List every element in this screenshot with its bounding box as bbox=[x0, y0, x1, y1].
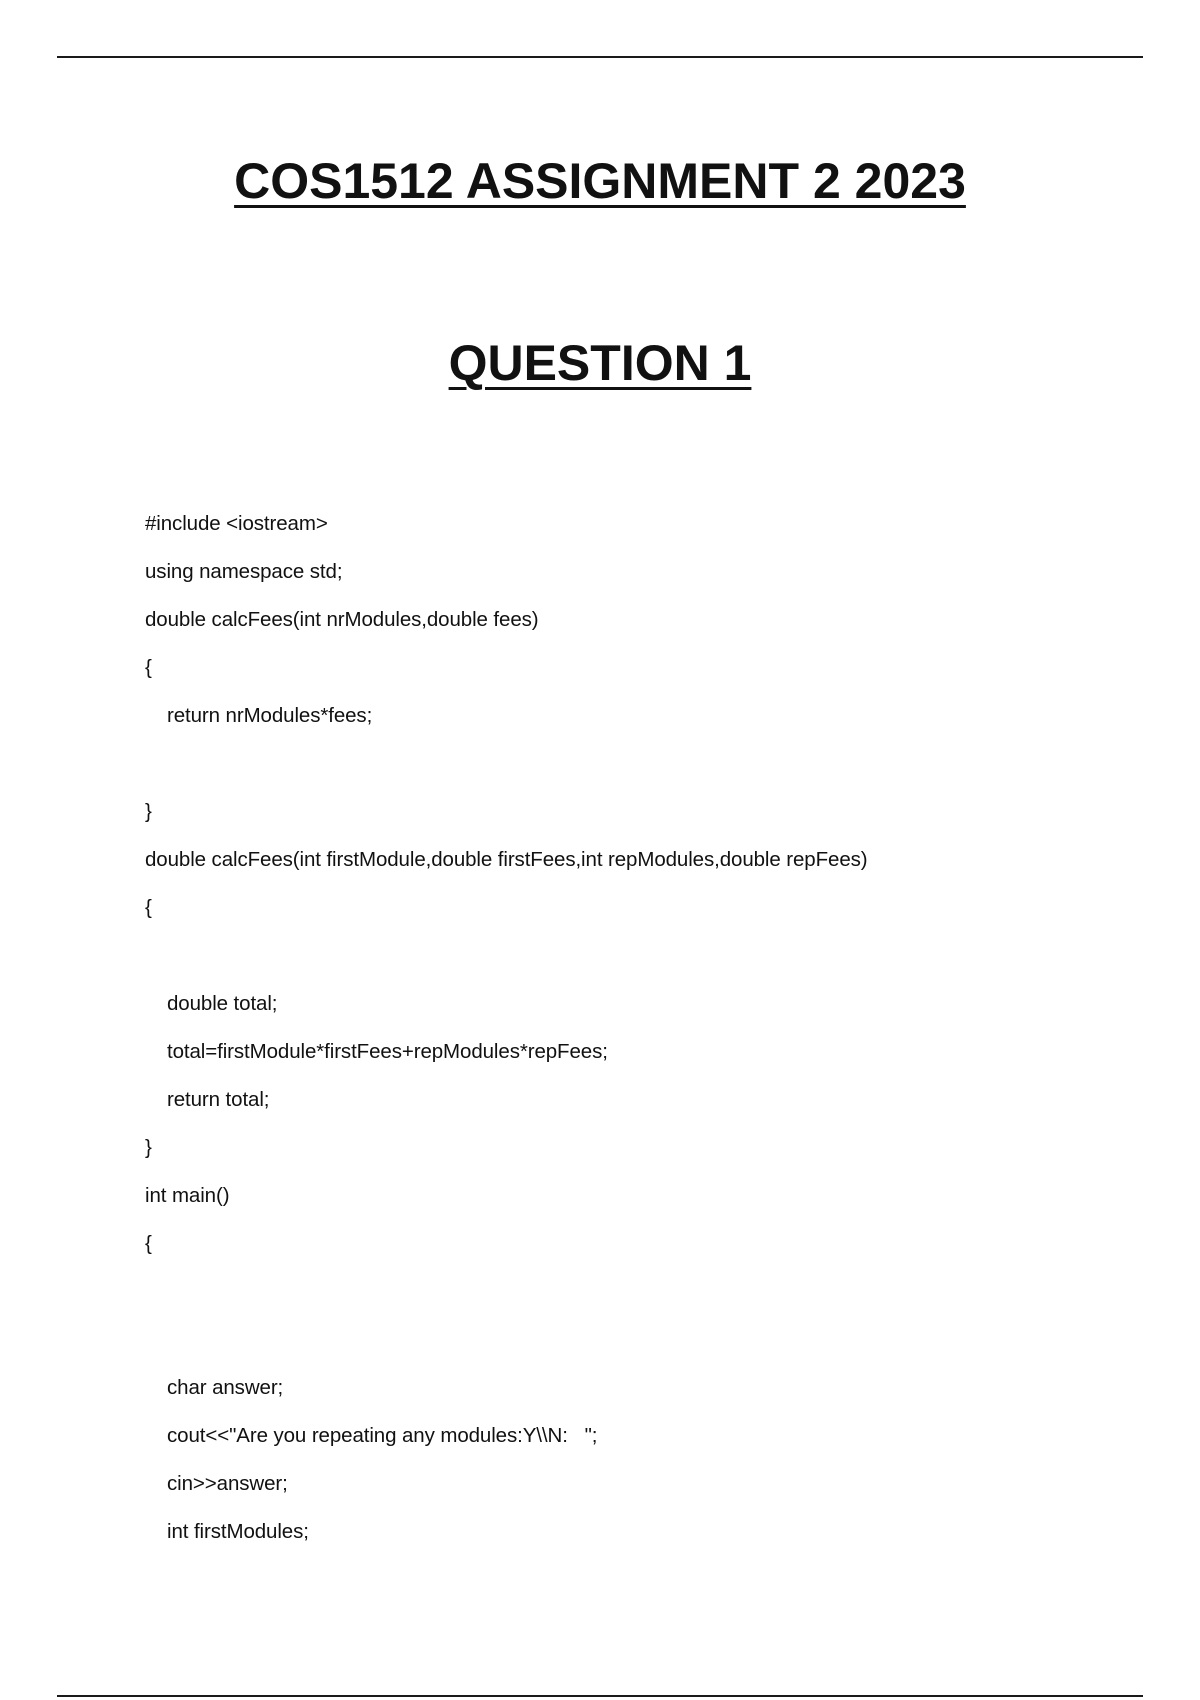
code-line: double calcFees(int nrModules,double fees) bbox=[145, 608, 539, 631]
document-title: COS1512 ASSIGNMENT 2 2023 bbox=[234, 153, 966, 209]
code-line: return total; bbox=[167, 1088, 270, 1111]
header-rule bbox=[57, 56, 1143, 58]
code-line: return nrModules*fees; bbox=[167, 704, 373, 727]
code-line: } bbox=[145, 800, 152, 823]
code-line bbox=[145, 748, 1145, 796]
footer-rule bbox=[57, 1695, 1143, 1697]
code-line: cout<<"Are you repeating any modules:Y\\N: "; bbox=[167, 1424, 598, 1447]
code-line: char answer; bbox=[167, 1376, 284, 1399]
code-line: } bbox=[145, 1136, 152, 1159]
code-line: int firstModules; bbox=[167, 1520, 309, 1543]
code-line: double total; bbox=[167, 992, 278, 1015]
code-line: { bbox=[145, 656, 152, 679]
code-line bbox=[145, 1324, 1145, 1372]
code-line: double calcFees(int firstModule,double firstFees,int repModules,double repFees) bbox=[145, 848, 868, 871]
code-line: total=firstModule*firstFees+repModules*repFees; bbox=[167, 1040, 608, 1063]
code-listing bbox=[145, 508, 1145, 1564]
code-line: using namespace std; bbox=[145, 560, 343, 583]
code-line bbox=[145, 940, 1145, 988]
code-line: #include <iostream> bbox=[145, 512, 328, 535]
code-line: { bbox=[145, 1232, 152, 1255]
code-line bbox=[145, 1276, 1145, 1324]
code-line: int main() bbox=[145, 1184, 230, 1207]
question-heading: QUESTION 1 bbox=[448, 335, 752, 391]
code-line: { bbox=[145, 896, 152, 919]
code-line: cin>>answer; bbox=[167, 1472, 288, 1495]
